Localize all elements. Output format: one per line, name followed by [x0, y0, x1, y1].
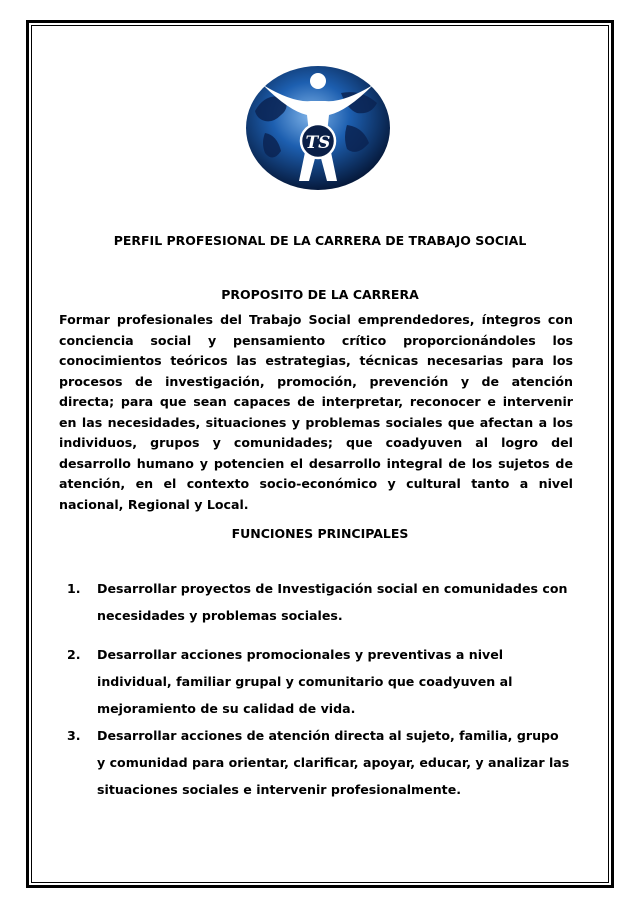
list-item-text: Desarrollar acciones de atención directa al sujeto, familia, grupo y comunidad para orientar, clarificar, apoyar, educar, y analizar las situaciones sociales e intervenir profesionalmente.	[97, 728, 570, 797]
functions-heading: FUNCIONES PRINCIPALES	[231, 526, 409, 541]
logo-lettering: TS	[305, 133, 331, 153]
list-item	[60, 641, 570, 722]
list-item	[60, 575, 570, 629]
purpose-paragraph: Formar profesionales del Trabajo Social emprendedores, íntegros con conciencia social y pensamiento crítico proporcionándoles los conocimientos teóricos las estrategias, técnicas necesarias para los procesos de investigación, promoción, prevención y de atención directa; para que sean capaces de interpretar, reconocer e intervenir en las necesidades, situaciones y problemas sociales que afectan a los individuos, grupos y comunidades; que coadyuven al logro del desarrollo humano y potencien el desarrollo integral de los sujetos de atención, en el contexto socio-económico y cultural tanto a nivel nacional, Regional y Local.	[59, 312, 573, 512]
list-number: 3.	[67, 728, 81, 743]
purpose-heading: PROPOSITO DE LA CARRERA	[221, 287, 419, 302]
list-number: 2.	[67, 647, 81, 662]
list-item-text: Desarrollar proyectos de Investigación social en comunidades con necesidades y problemas sociales.	[97, 581, 568, 623]
function-list-item-2	[60, 641, 570, 722]
list-number: 1.	[67, 581, 81, 596]
page-title: PERFIL PROFESIONAL DE LA CARRERA DE TRABAJO SOCIAL	[113, 233, 527, 248]
trabajo-social-logo	[243, 63, 393, 193]
list-item-text: Desarrollar acciones promocionales y preventivas a nivel individual, familiar grupal y comunitario que coadyuven al mejoramiento de su calidad de vida.	[97, 647, 513, 716]
function-list-item-3	[60, 722, 570, 803]
function-list-item-1	[60, 575, 570, 629]
list-item	[60, 722, 570, 803]
